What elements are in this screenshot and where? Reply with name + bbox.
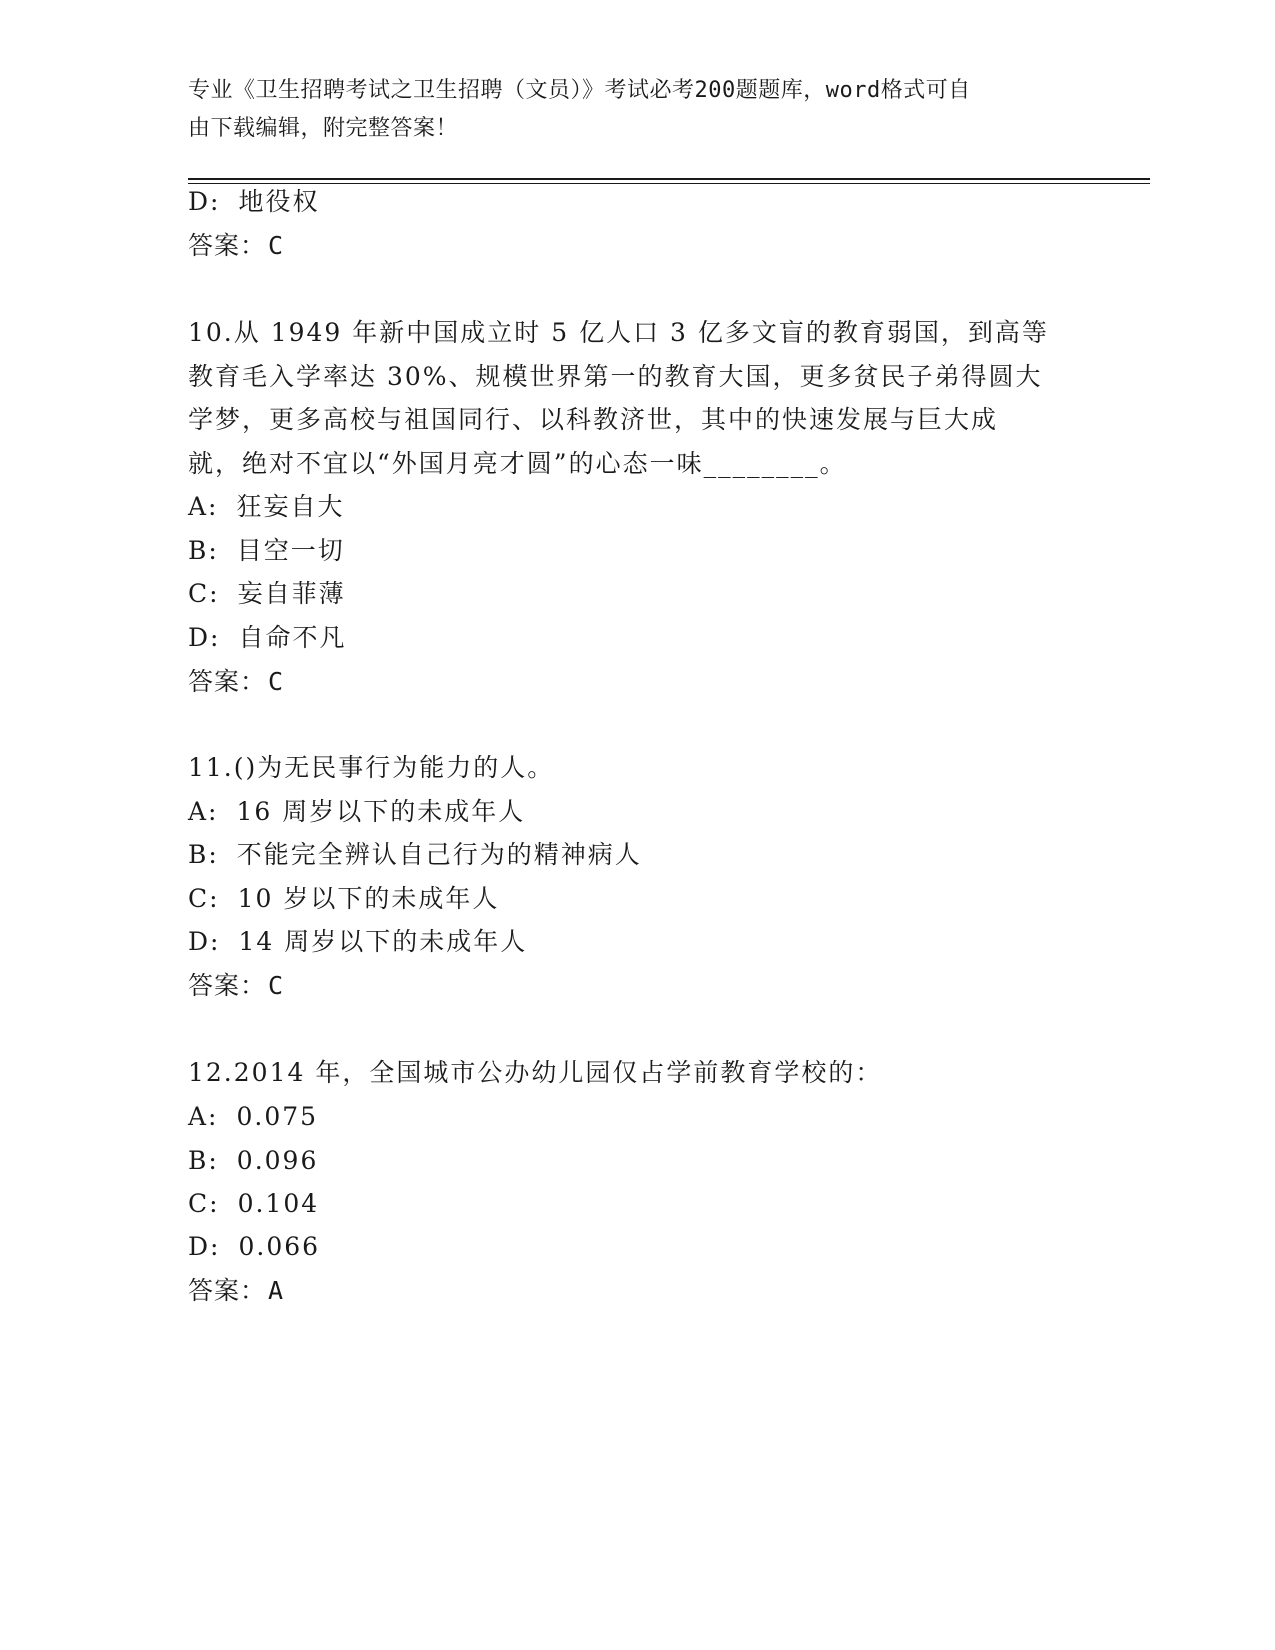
q10-option-a: [188, 492, 345, 522]
option-text: 目空一切: [236, 536, 345, 565]
answer-label: 答案：: [188, 971, 267, 1000]
option-text: 自命不凡: [238, 623, 347, 652]
option-letter: D:: [188, 623, 221, 652]
answer-value: C: [268, 231, 285, 260]
option-text: 不能完全辨认自己行为的精神病人: [236, 840, 642, 869]
answer-value: C: [268, 971, 285, 1000]
prev-option-d: [188, 187, 319, 217]
header-title-line-1: 专业《卫生招聘考试之卫生招聘（文员）》考试必考200题题库，word格式可自: [188, 78, 971, 103]
option-letter: C:: [188, 884, 220, 913]
header-title-line-2: 由下载编辑，附完整答案！: [188, 116, 459, 141]
document-header: [188, 72, 1088, 148]
q10-stem-line-1: 10.从 1949 年新中国成立时 5 亿人口 3 亿多文盲的教育弱国，到高等: [188, 318, 1049, 347]
option-letter: D:: [188, 927, 221, 956]
q10-option-b: [188, 536, 345, 566]
option-letter: A:: [188, 1102, 219, 1131]
answer-label: 答案：: [188, 231, 267, 260]
option-text: 0.104: [237, 1189, 320, 1218]
answer-value: C: [268, 667, 285, 696]
prev-answer: [188, 231, 284, 261]
q11-option-c: [188, 884, 499, 914]
q11-option-b: [188, 840, 642, 870]
answer-label: 答案：: [188, 667, 267, 696]
option-letter: B:: [188, 536, 219, 565]
option-letter: B:: [188, 1146, 219, 1175]
answer-label: 答案：: [188, 1276, 267, 1305]
q12-option-b: [188, 1146, 318, 1176]
option-letter: B:: [188, 840, 219, 869]
answer-value: A: [268, 1276, 285, 1305]
option-letter: A:: [188, 797, 219, 826]
q11-answer: [188, 971, 284, 1001]
q11-option-a: [188, 797, 525, 827]
q12-stem-line-1: 12.2014 年，全国城市公办幼儿园仅占学前教育学校的：: [188, 1058, 883, 1087]
option-letter: C:: [188, 1189, 220, 1218]
option-text: 0.096: [236, 1146, 319, 1175]
q12-option-c: [188, 1189, 319, 1219]
option-text: 地役权: [238, 187, 320, 216]
option-text: 16 周岁以下的未成年人: [236, 797, 526, 826]
option-text: 10 岁以下的未成年人: [237, 884, 500, 913]
option-letter: C:: [188, 579, 220, 608]
option-text: 狂妄自大: [236, 492, 345, 521]
q12-option-d: [188, 1232, 320, 1262]
q12-answer: [188, 1276, 284, 1306]
q11-stem-line-1: 11.()为无民事行为能力的人。: [188, 753, 555, 782]
option-text: 0.075: [236, 1102, 319, 1131]
q10-stem-line-3: 学梦，更多高校与祖国同行、以科教济世，其中的快速发展与巨大成: [188, 405, 999, 434]
q10-option-d: [188, 623, 346, 653]
option-text: 14 周岁以下的未成年人: [238, 927, 528, 956]
option-letter: A:: [188, 492, 219, 521]
option-text: 0.066: [238, 1232, 321, 1261]
q12-option-a: [188, 1102, 318, 1132]
option-text: 妄自菲薄: [237, 579, 346, 608]
option-letter: D:: [188, 1232, 221, 1261]
header-divider: [188, 178, 1150, 184]
q10-stem-line-4: 就，绝对不宜以“外国月亮才圆”的心态一味________。: [188, 449, 847, 478]
option-letter: D:: [188, 187, 221, 216]
q10-option-c: [188, 579, 346, 609]
q10-stem-line-2: 教育毛入学率达 30%、规模世界第一的教育大国，更多贫民子弟得圆大: [188, 362, 1043, 391]
q10-answer: [188, 667, 284, 697]
q11-option-d: [188, 927, 527, 957]
